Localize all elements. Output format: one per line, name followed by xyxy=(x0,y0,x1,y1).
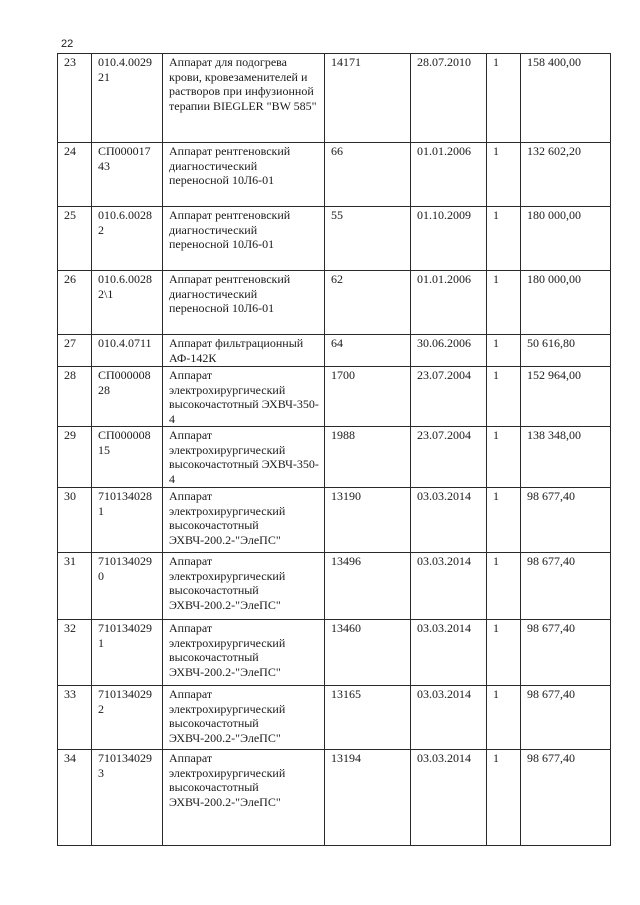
table-row xyxy=(58,54,611,143)
amount-cell: 98 677,40 xyxy=(521,620,611,686)
inventory-code-cell: СП000017 43 xyxy=(92,143,163,207)
item-name-cell: Аппарат электрохирургический высокочастотный ЭХВЧ-200.2-"ЭлеПС" xyxy=(163,686,325,750)
row-number-cell: 33 xyxy=(58,686,92,750)
inventory-code-cell: 710134029 2 xyxy=(92,686,163,750)
row-number-cell: 27 xyxy=(58,335,92,367)
amount-cell: 132 602,20 xyxy=(521,143,611,207)
table-row xyxy=(58,207,611,271)
quantity-cell: 1988 xyxy=(325,427,411,488)
inventory-code-cell: 710134029 0 xyxy=(92,553,163,620)
inventory-code-cell: 010.6.0028 2 xyxy=(92,207,163,271)
inventory-code-cell: 010.4.0029 21 xyxy=(92,54,163,143)
item-name-cell: Аппарат рентгеновский диагностический переносной 10Л6-01 xyxy=(163,271,325,335)
inventory-code-cell: 010.4.0711 xyxy=(92,335,163,367)
table-row xyxy=(58,686,611,750)
amount-cell: 138 348,00 xyxy=(521,427,611,488)
date-cell: 01.01.2006 xyxy=(411,271,487,335)
count-cell: 1 xyxy=(487,750,521,846)
table-row xyxy=(58,143,611,207)
inventory-code-cell: 710134029 1 xyxy=(92,620,163,686)
quantity-cell: 64 xyxy=(325,335,411,367)
row-number-cell: 32 xyxy=(58,620,92,686)
item-name-cell: Аппарат электрохирургический высокочастотный ЭХВЧ-200.2-"ЭлеПС" xyxy=(163,488,325,553)
date-cell: 03.03.2014 xyxy=(411,686,487,750)
row-number-cell: 29 xyxy=(58,427,92,488)
table-row xyxy=(58,488,611,553)
amount-cell: 180 000,00 xyxy=(521,271,611,335)
count-cell: 1 xyxy=(487,335,521,367)
amount-cell: 98 677,40 xyxy=(521,750,611,846)
date-cell: 03.03.2014 xyxy=(411,553,487,620)
date-cell: 01.10.2009 xyxy=(411,207,487,271)
count-cell: 1 xyxy=(487,488,521,553)
amount-cell: 98 677,40 xyxy=(521,553,611,620)
item-name-cell: Аппарат электрохирургический высокочастотный ЭХВЧ-200.2-"ЭлеПС" xyxy=(163,553,325,620)
count-cell: 1 xyxy=(487,620,521,686)
count-cell: 1 xyxy=(487,207,521,271)
quantity-cell: 13190 xyxy=(325,488,411,553)
item-name-cell: Аппарат электрохирургический высокочастотный ЭХВЧ-200.2-"ЭлеПС" xyxy=(163,620,325,686)
quantity-cell: 62 xyxy=(325,271,411,335)
date-cell: 03.03.2014 xyxy=(411,750,487,846)
table-row xyxy=(58,620,611,686)
amount-cell: 158 400,00 xyxy=(521,54,611,143)
row-number-cell: 28 xyxy=(58,367,92,427)
count-cell: 1 xyxy=(487,271,521,335)
amount-cell: 98 677,40 xyxy=(521,488,611,553)
count-cell: 1 xyxy=(487,553,521,620)
table-row xyxy=(58,427,611,488)
quantity-cell: 13194 xyxy=(325,750,411,846)
quantity-cell: 13165 xyxy=(325,686,411,750)
quantity-cell: 13460 xyxy=(325,620,411,686)
table-row xyxy=(58,553,611,620)
inventory-code-cell: 010.6.0028 2\1 xyxy=(92,271,163,335)
date-cell: 30.06.2006 xyxy=(411,335,487,367)
item-name-cell: Аппарат фильтрационный АФ-142К xyxy=(163,335,325,367)
row-number-cell: 26 xyxy=(58,271,92,335)
quantity-cell: 1700 xyxy=(325,367,411,427)
date-cell: 03.03.2014 xyxy=(411,488,487,553)
quantity-cell: 66 xyxy=(325,143,411,207)
row-number-cell: 24 xyxy=(58,143,92,207)
table-row xyxy=(58,335,611,367)
item-name-cell: Аппарат рентгеновский диагностический переносной 10Л6-01 xyxy=(163,143,325,207)
item-name-cell: Аппарат для подогрева крови, кровезаменителей и растворов при инфузионной терапии BIEGLER "BW 585" xyxy=(163,54,325,143)
amount-cell: 98 677,40 xyxy=(521,686,611,750)
count-cell: 1 xyxy=(487,54,521,143)
row-number-cell: 30 xyxy=(58,488,92,553)
count-cell: 1 xyxy=(487,367,521,427)
row-number-cell: 31 xyxy=(58,553,92,620)
date-cell: 28.07.2010 xyxy=(411,54,487,143)
count-cell: 1 xyxy=(487,143,521,207)
amount-cell: 152 964,00 xyxy=(521,367,611,427)
count-cell: 1 xyxy=(487,427,521,488)
table-row xyxy=(58,750,611,846)
quantity-cell: 14171 xyxy=(325,54,411,143)
item-name-cell: Аппарат электрохирургический высокочастотный ЭХВЧ-350-4 xyxy=(163,427,325,488)
quantity-cell: 55 xyxy=(325,207,411,271)
row-number-cell: 25 xyxy=(58,207,92,271)
table-row xyxy=(58,367,611,427)
quantity-cell: 13496 xyxy=(325,553,411,620)
item-name-cell: Аппарат рентгеновский диагностический переносной 10Л6-01 xyxy=(163,207,325,271)
amount-cell: 50 616,80 xyxy=(521,335,611,367)
item-name-cell: Аппарат электрохирургический высокочастотный ЭХВЧ-200.2-"ЭлеПС" xyxy=(163,750,325,846)
amount-cell: 180 000,00 xyxy=(521,207,611,271)
row-number-cell: 34 xyxy=(58,750,92,846)
inventory-code-cell: СП000008 28 xyxy=(92,367,163,427)
row-number-cell: 23 xyxy=(58,54,92,143)
date-cell: 23.07.2004 xyxy=(411,367,487,427)
inventory-code-cell: СП000008 15 xyxy=(92,427,163,488)
page-number: 22 xyxy=(61,38,74,50)
inventory-table xyxy=(57,53,611,846)
inventory-code-cell: 710134029 3 xyxy=(92,750,163,846)
date-cell: 23.07.2004 xyxy=(411,427,487,488)
inventory-code-cell: 710134028 1 xyxy=(92,488,163,553)
count-cell: 1 xyxy=(487,686,521,750)
date-cell: 01.01.2006 xyxy=(411,143,487,207)
table-row xyxy=(58,271,611,335)
date-cell: 03.03.2014 xyxy=(411,620,487,686)
item-name-cell: Аппарат электрохирургический высокочастотный ЭХВЧ-350-4 xyxy=(163,367,325,427)
